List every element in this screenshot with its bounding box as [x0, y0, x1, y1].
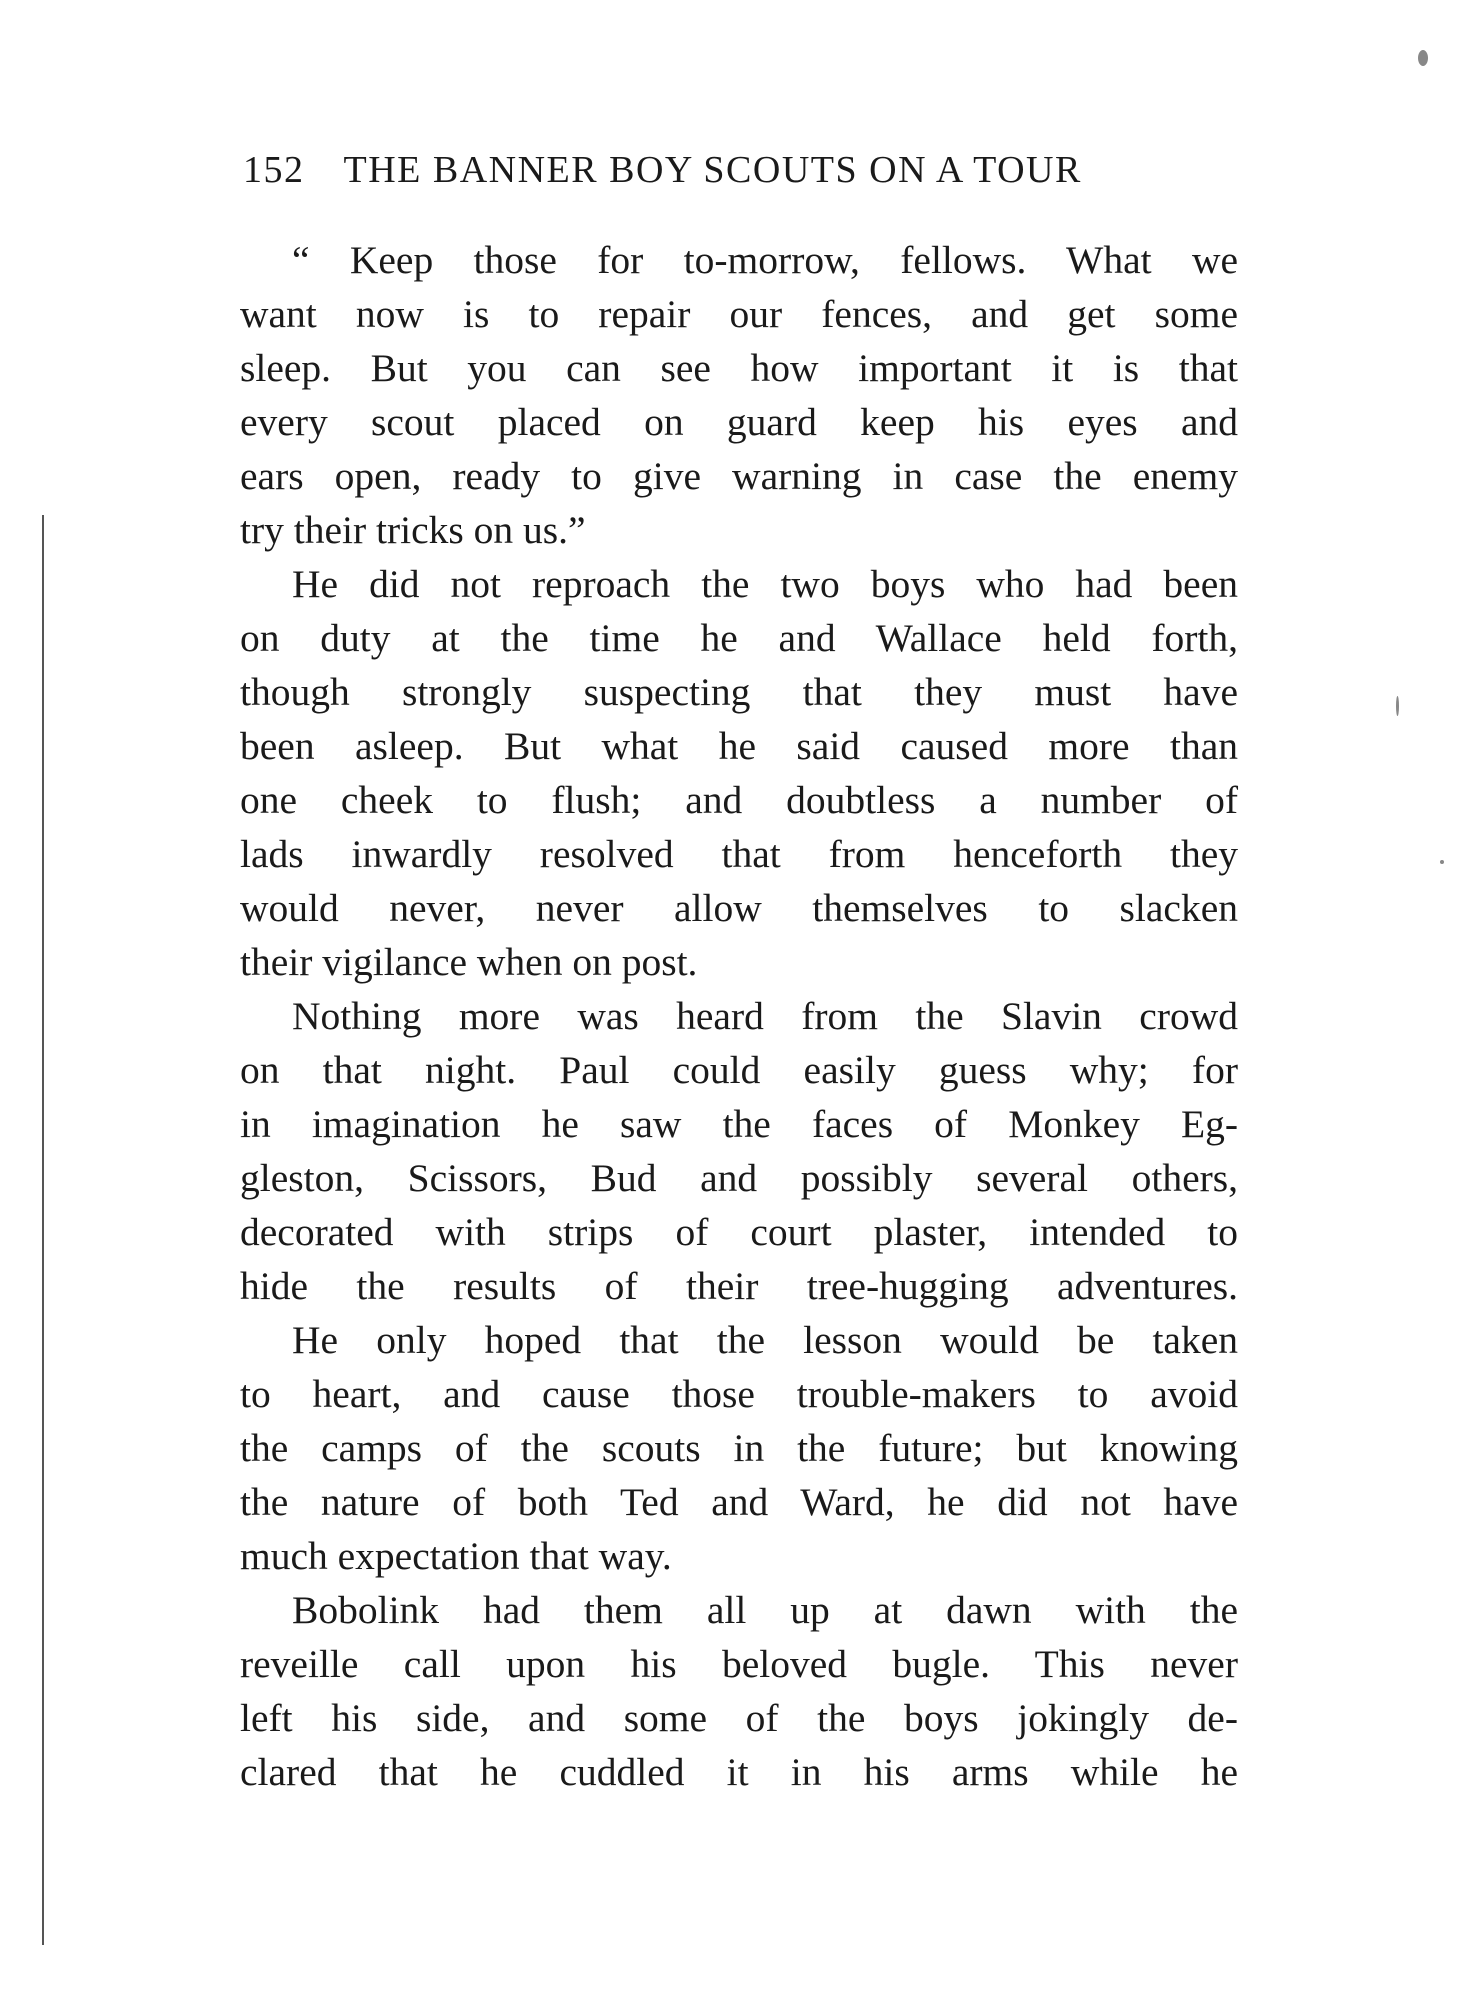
text-line: though strongly suspecting that they must have	[240, 670, 1238, 714]
text-line: hide the results of their tree-hugging adventures.	[240, 1264, 1238, 1308]
page-number: 152	[243, 149, 305, 191]
paragraph	[240, 557, 1238, 989]
text-line: on duty at the time he and Wallace held forth,	[240, 616, 1238, 660]
paragraph	[240, 233, 1238, 557]
text-line: Nothing more was heard from the Slavin crowd	[292, 994, 1238, 1038]
paragraph	[240, 1583, 1238, 1799]
text-line: ears open, ready to give warning in case the enemy	[240, 454, 1238, 498]
scan-speck	[1396, 696, 1399, 716]
text-line: clared that he cuddled it in his arms while he	[240, 1750, 1238, 1794]
text-line: left his side, and some of the boys jokingly de-	[240, 1696, 1238, 1740]
body-text	[240, 233, 1238, 1799]
scan-speck	[1418, 50, 1428, 66]
text-line: decorated with strips of court plaster, intended to	[240, 1210, 1238, 1254]
text-line: on that night. Paul could easily guess why; for	[240, 1048, 1238, 1092]
text-line: lads inwardly resolved that from henceforth they	[240, 832, 1238, 876]
text-line: one cheek to flush; and doubtless a number of	[240, 778, 1238, 822]
paragraph	[240, 989, 1238, 1313]
text-line: every scout placed on guard keep his eyes and	[240, 400, 1238, 444]
text-line: gleston, Scissors, Bud and possibly several others,	[240, 1156, 1238, 1200]
text-line: in imagination he saw the faces of Monkey Eg-	[240, 1102, 1238, 1146]
text-line: their vigilance when on post.	[240, 940, 698, 984]
text-line: to heart, and cause those trouble-makers to avoid	[240, 1372, 1238, 1416]
scan-speck	[1440, 860, 1444, 864]
text-line: “ Keep those for to-morrow, fellows. What we	[292, 238, 1238, 282]
text-line: much expectation that way.	[240, 1534, 672, 1578]
text-line: the nature of both Ted and Ward, he did not have	[240, 1480, 1238, 1524]
running-title: THE BANNER BOY SCOUTS ON A TOUR	[343, 149, 1082, 191]
text-line: been asleep. But what he said caused more than	[240, 724, 1238, 768]
running-header	[243, 148, 1243, 192]
paragraph	[240, 1313, 1238, 1583]
binding-edge-line	[42, 515, 44, 1945]
text-line: He only hoped that the lesson would be taken	[292, 1318, 1238, 1362]
text-line: the camps of the scouts in the future; but knowing	[240, 1426, 1238, 1470]
text-line: want now is to repair our fences, and get some	[240, 292, 1238, 336]
text-line: Bobolink had them all up at dawn with the	[292, 1588, 1238, 1632]
text-line: sleep. But you can see how important it is that	[240, 346, 1238, 390]
text-line: He did not reproach the two boys who had been	[292, 562, 1238, 606]
text-line: try their tricks on us.”	[240, 508, 586, 552]
text-line: would never, never allow themselves to slacken	[240, 886, 1238, 930]
text-line: reveille call upon his beloved bugle. This never	[240, 1642, 1238, 1686]
